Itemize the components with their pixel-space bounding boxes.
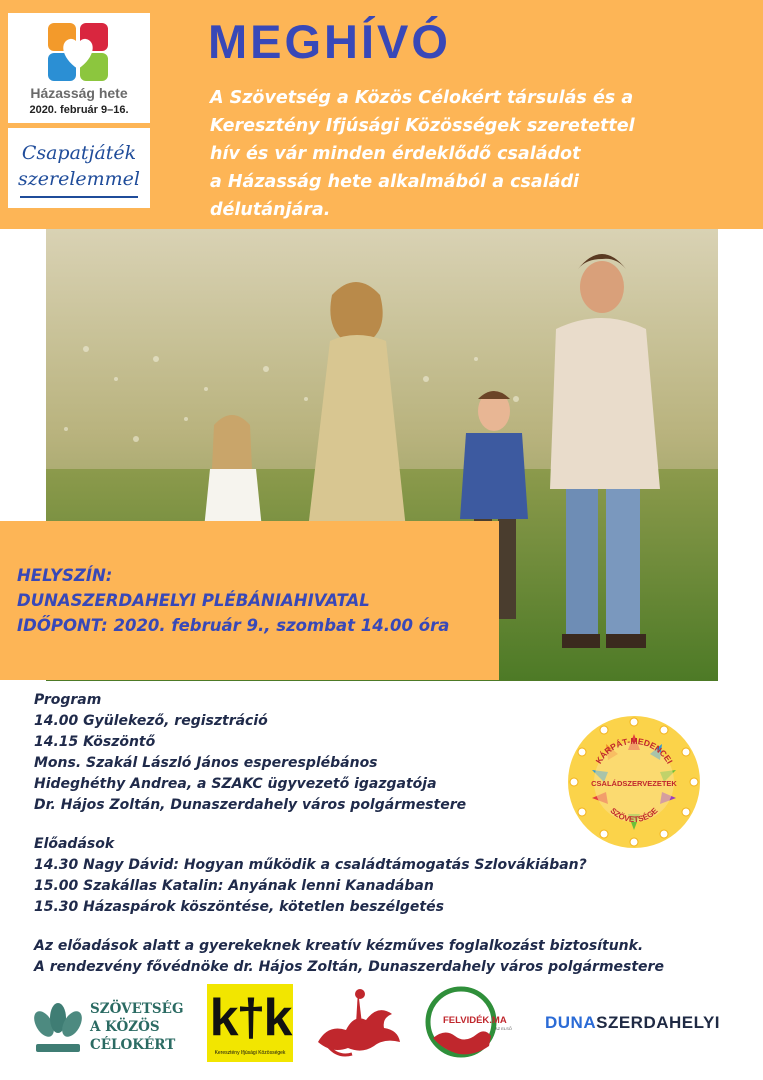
venue-time: IDŐPONT: 2020. február 9., szombat 14.00 óra xyxy=(17,616,450,635)
lectures-heading: Előadások xyxy=(34,836,115,852)
program-line: 14.00 Gyülekező, regisztráció xyxy=(34,713,268,729)
closing-line: Az előadások alatt a gyerekeknek kreatív kézműves foglalkozást biztosítunk. xyxy=(34,938,644,954)
szovetseg-line3: CÉLOKÉRT xyxy=(90,1037,176,1053)
lecture-line: 15.00 Szakállas Katalin: Anyának lenni Kanadában xyxy=(34,878,434,894)
lecture-line: 15.30 Házaspárok köszöntése, kötetlen beszélgetés xyxy=(34,899,444,915)
szovetseg-line1: SZÖVETSÉG xyxy=(90,1001,184,1017)
heart-house-icon xyxy=(46,19,110,83)
kik-glyph-icon: k†k xyxy=(209,989,291,1047)
intro-line: hív és vár minden érdeklődő családot xyxy=(210,144,581,164)
venue-box xyxy=(0,521,499,680)
intro-line: délutánjára. xyxy=(210,200,331,220)
felvidek-sub: AZ ELSŐ xyxy=(495,1026,512,1031)
szovetseg-logo xyxy=(30,1000,210,1060)
karpat-medencei-logo xyxy=(566,714,702,850)
szovetseg-text xyxy=(90,1000,184,1054)
venue-place: DUNASZERDAHELYI PLÉBÁNIAHIVATAL xyxy=(17,591,370,610)
karpat-arc-top: KÁRPÁT-MEDENCEI xyxy=(593,736,675,766)
csapatjatek-line1: Csapatjáték xyxy=(21,142,137,164)
csapatjatek-logo xyxy=(8,128,150,208)
intro-line: a Házasság hete alkalmából a családi xyxy=(210,172,580,192)
kik-caption: Keresztény Ifjúsági Közösségek xyxy=(214,1050,286,1056)
intro-line: A Szövetség a Közös Célokért társulás és a xyxy=(210,88,634,108)
felvidek-name: FELVIDÉK.MA xyxy=(443,1015,507,1026)
program-line: Mons. Szakál László János esperesplébános xyxy=(34,755,378,771)
st-george-dragon-icon xyxy=(308,984,408,1062)
program-line: Hideghéthy Andrea, a SZAKC ügyvezető igazgatója xyxy=(34,776,437,792)
hazassag-hete-date: 2020. február 9–16. xyxy=(29,104,129,116)
hazassag-hete-title: Házasság hete xyxy=(30,85,128,101)
dunaszerdahelyi-accent: DUNA xyxy=(545,1013,597,1032)
karpat-middle: CSALÁDSZERVEZETEK xyxy=(591,779,677,788)
kik-logo xyxy=(207,984,293,1062)
program-heading: Program xyxy=(34,692,102,708)
dunaszerdahelyi-rest: SZERDAHELYI xyxy=(596,1013,721,1032)
dunaszerdahelyi-logo xyxy=(545,1013,720,1033)
program-line: 14.15 Köszöntő xyxy=(34,734,156,750)
csapatjatek-line2: szerelemmel xyxy=(17,168,140,190)
leaf-cluster-icon xyxy=(30,1000,86,1060)
intro-text xyxy=(210,84,755,224)
closing-line: A rendezvény fővédnöke dr. Hájos Zoltán, Dunaszerdahely város polgármestere xyxy=(34,959,664,975)
page-title: MEGHÍVÓ xyxy=(208,15,451,68)
szovetseg-line2: A KÖZÖS xyxy=(90,1019,160,1035)
felvidek-logo xyxy=(425,984,525,1062)
lecture-line: 14.30 Nagy Dávid: Hogyan működik a családtámogatás Szlovákiában? xyxy=(34,857,587,873)
venue-label: HELYSZÍN: xyxy=(17,566,113,585)
karpat-arc-bottom: SZÖVETSÉGE xyxy=(608,806,660,825)
intro-line: Keresztény Ifjúsági Közösségek szeretettel xyxy=(210,116,635,136)
csapatjatek-underline xyxy=(20,196,138,198)
hazassag-hete-logo xyxy=(8,13,150,123)
sponsor-logos xyxy=(0,980,763,1070)
program-line: Dr. Hájos Zoltán, Dunaszerdahely város polgármestere xyxy=(34,797,467,813)
